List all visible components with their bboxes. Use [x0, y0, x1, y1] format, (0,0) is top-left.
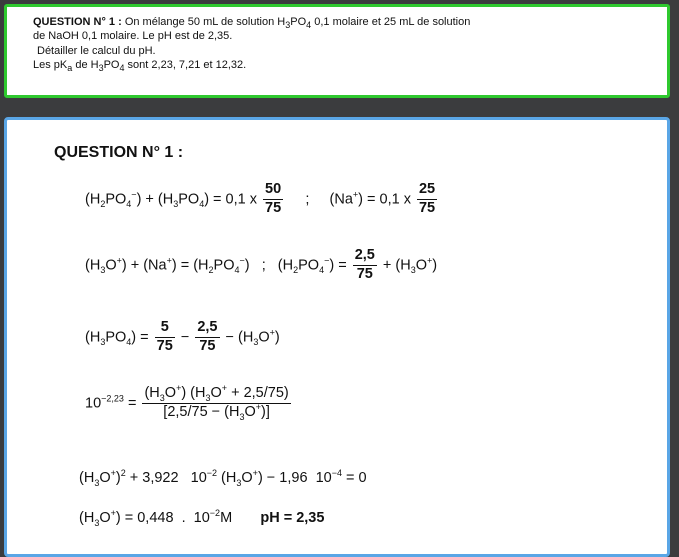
ph-result: pH = 2,35: [260, 510, 325, 526]
fraction-ka-expression: $\frac{(H_3O^+) (H_3O^+ + 2,5/75)}{[2,5/75 - (H_3O^+)]}$: [144, 383, 289, 422]
question-line-3: Détailler le calcul du pH.: [37, 45, 156, 57]
question-line-4: Les $pK_a$ de $H_3PO_4$ sont 2,23, 7,21 et 12,32.: [33, 59, 247, 74]
fraction-50-75: $\frac{50}{75}$: [265, 181, 282, 216]
question-line-2: de NaOH 0,1 molaire. Le pH est de 2,35.: [33, 30, 233, 42]
equation-3: $(H_3PO_4)$ = $\frac{5}{75}$ − $\frac{2,5}{75}$ − $(H_3O^+)$: [85, 319, 280, 354]
fraction-2-5-75: $\frac{2,5}{75}$: [354, 247, 375, 282]
equation-1: $(H_2PO_4^-) + (H_3PO_4) = 0,1$ x $\frac{50}{75}$ ; (Na+) = 0,1 x $\frac{25}{75}$: [85, 181, 436, 216]
fraction-25-75: $\frac{25}{75}$: [418, 181, 436, 216]
question-title: QUESTION N° 1 :: [33, 16, 122, 28]
fraction-2-5-75-b: $\frac{2,5}{75}$: [197, 319, 218, 354]
fraction-5-75: $\frac{5}{75}$: [156, 319, 173, 354]
question-box: [4, 4, 670, 98]
answer-title: QUESTION N° 1 :: [54, 144, 184, 161]
equation-2: $(H_3O^+) + (Na^+) = (H_2PO_4^-)$ ; $(H_2PO_4^-)$ = $\frac{2,5}{75}$ + $(H_3O^+)$: [85, 247, 438, 282]
equation-4: $10^{-2,23}$ = $\frac{(H_3O^+) (H_3O^+ + 2,5/75)}{[2,5/75 - (H_3O^+)]}$: [85, 383, 289, 422]
equation-6: $(H_3O^+) = 0,448$ . $10^{-2}M$ pH = 2,35: [79, 508, 325, 528]
answer-box: [4, 117, 670, 557]
equation-5: $(H_3O^+)^2 + 3,922$ $10^{-2}$ $(H_3O^+) - 1,96$ $10^{-4} = 0$: [79, 468, 367, 488]
question-line-1: QUESTION N° 1 : On mélange 50 mL de solution $H_3PO_4$ 0,1 molaire et 25 mL de solution: [33, 16, 471, 31]
